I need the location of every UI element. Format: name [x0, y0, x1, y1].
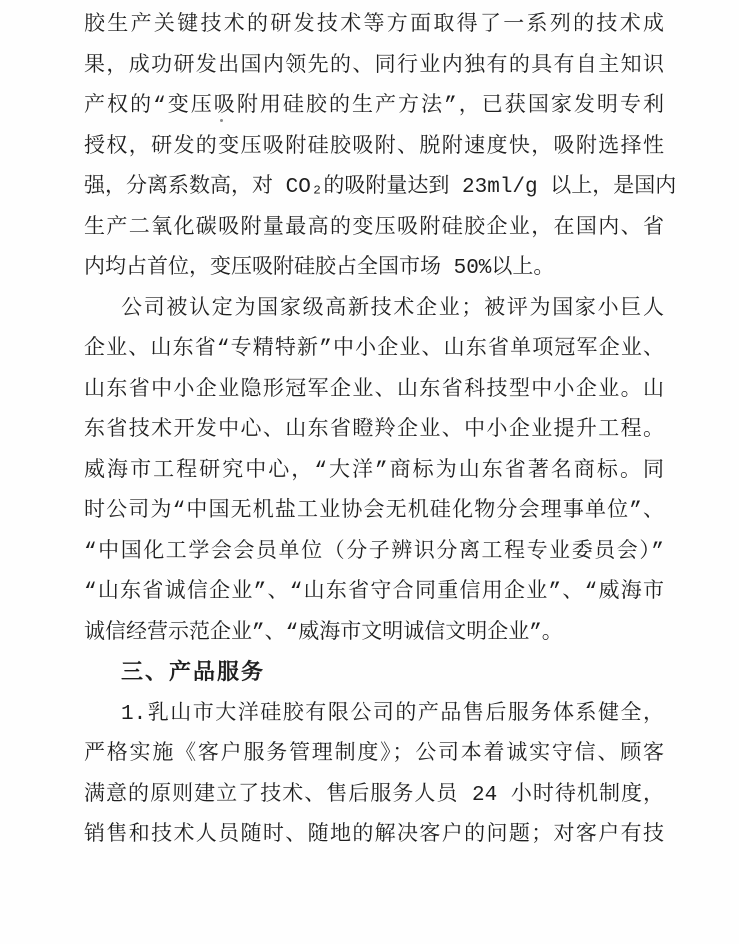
page-text: [84, 6, 677, 857]
text-line: 销售和技术人员随时、随地的解决客户的问题；对客户有技: [84, 824, 664, 847]
section-heading: 三、产品服务: [121, 661, 266, 686]
text-line: 授权，研发的变压吸附硅胶吸附、脱附速度快，吸附选择性: [84, 135, 664, 159]
text-line: 产权的“变压吸附用硅胶的生产方法”，已获国家发明专利: [84, 95, 664, 118]
text-line: “山东省诚信企业”、“山东省守合同重信用企业”、“威海市: [84, 581, 664, 604]
text-line: 果，成功研发出国内领先的、同行业内独有的具有自主知识: [84, 54, 664, 78]
text-line: 满意的原则建立了技术、售后服务人员 24 小时待机制度，: [84, 783, 664, 807]
text-line: “中国化工学会会员单位（分子辨识分离工程专业委员会）”: [84, 540, 664, 564]
text-line: 山东省中小企业隐形冠军企业、山东省科技型中小企业。山: [84, 378, 664, 402]
text-line: 东省技术开发中心、山东省瞪羚企业、中小企业提升工程。: [84, 419, 664, 442]
text-line: 胶生产关键技术的研发技术等方面取得了一系列的技术成: [84, 14, 664, 37]
text-line: 内均占首位，变压吸附硅胶占全国市场 50%以上。: [84, 257, 555, 280]
text-line: 时公司为“中国无机盐工业协会无机硅化物分会理事单位”、: [84, 500, 664, 523]
text-line: 企业、山东省“专精特新”中小企业、山东省单项冠军企业、: [84, 338, 664, 361]
text-line: 1.乳山市大洋硅胶有限公司的产品售后服务体系健全，: [121, 702, 664, 726]
text-line: 威海市工程研究中心，“大洋”商标为山东省著名商标。同: [84, 459, 664, 483]
text-line: 诚信经营示范企业”、“威海市文明诚信文明企业”。: [84, 621, 563, 645]
text-line: 强，分离系数高，对 CO₂的吸附量达到 23ml/g 以上，是国内: [84, 176, 677, 199]
text-line: 严格实施《客户服务管理制度》；公司本着诚实守信、顾客: [84, 743, 664, 766]
text-line: 公司被认定为国家级高新技术企业；被评为国家小巨人: [121, 297, 664, 321]
text-line: 生产二氧化碳吸附量最高的变压吸附硅胶企业，在国内、省: [84, 216, 664, 240]
